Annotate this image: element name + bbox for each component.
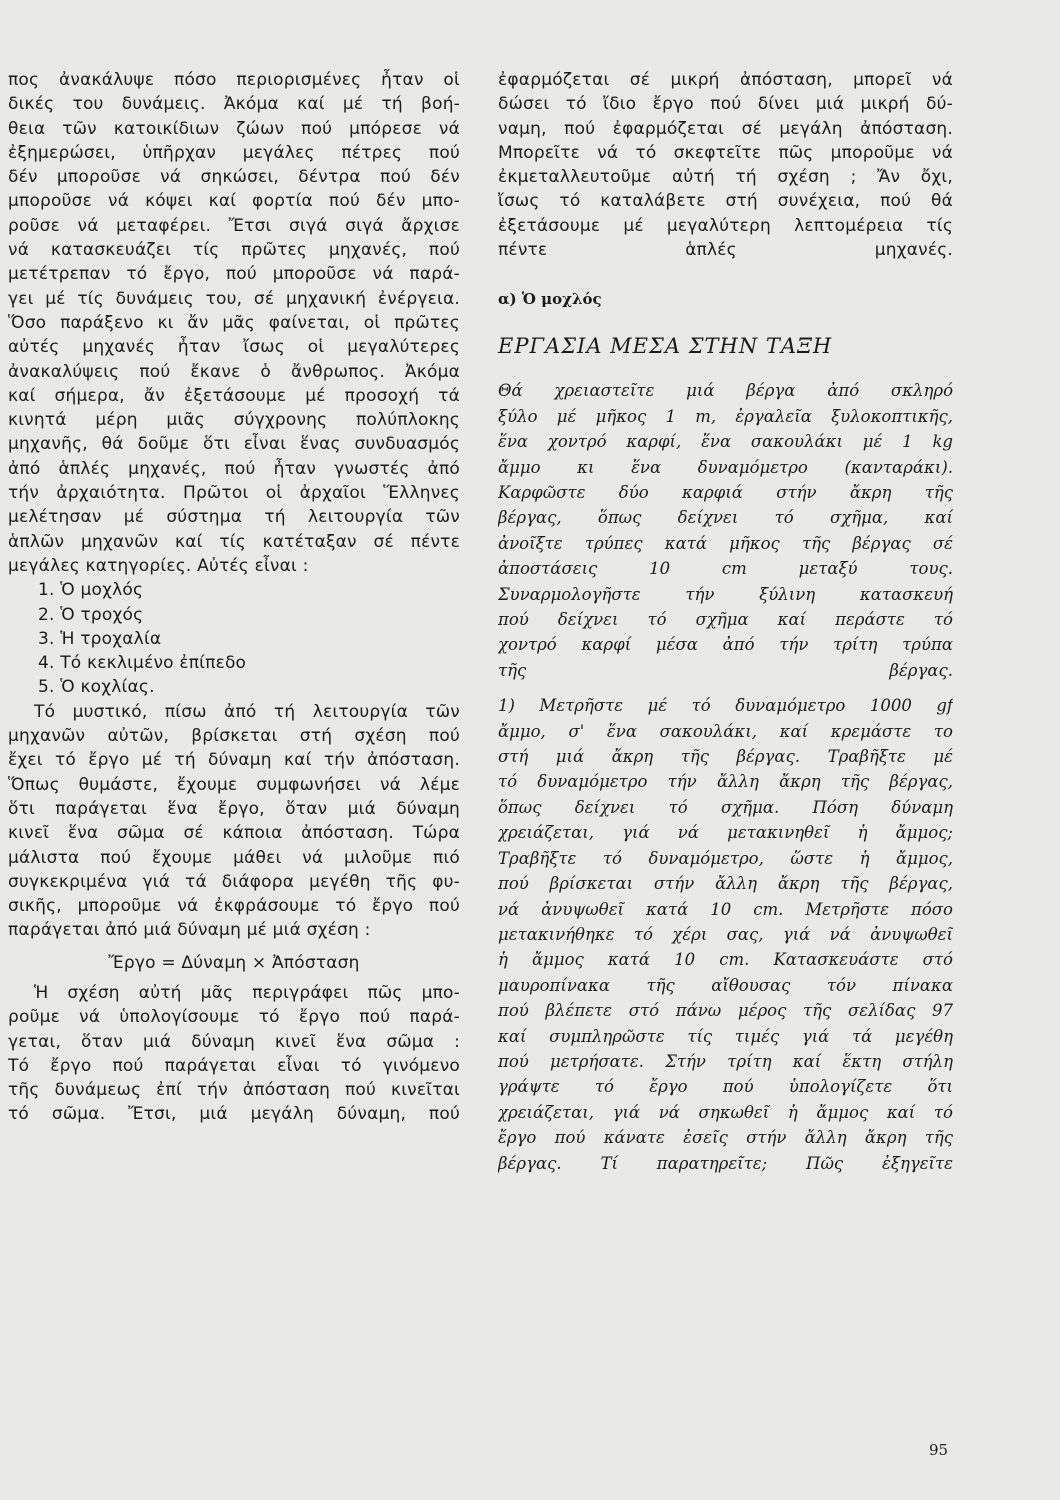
section-heading: ΕΡΓΑΣΙΑ ΜΕΣΑ ΣΤΗΝ ΤΑΞΗ <box>498 334 833 359</box>
text-line: ἔχει τό ἔργο μέ τή δύναμη καί τήν ἀπόσταση. <box>8 750 460 771</box>
instructions-paragraph-2 <box>498 693 956 1176</box>
instruction-line: Τραβῆξτε τό δυναμόμετρο, ὥστε ἡ ἄμμος, <box>498 848 953 868</box>
text-line: τῆς δυνάμεως ἐπί τήν ἀπόσταση πού κινεῖται <box>8 1080 460 1101</box>
left-paragraph-3 <box>8 981 460 1127</box>
instruction-line: ἕνα χοντρό καρφί, ἕνα σακουλάκι μέ 1 kg <box>498 432 953 452</box>
text-line: μελέτησαν μέ σύστημα τή λειτουργία τῶν <box>8 507 460 528</box>
instruction-line: 1) Μετρῆστε μέ τό δυναμόμετρο 1000 gf <box>498 696 953 716</box>
text-line: ναμη, πού ἐφαρμόζεται σέ μεγάλη ἀπόσταση. <box>498 118 953 139</box>
instruction-line: πού βρίσκεται στήν ἄλλη ἄκρη τῆς βέργας, <box>498 874 953 894</box>
text-line: πέντε ἁπλές μηχανές. <box>498 240 953 261</box>
text-line: Τό μυστικό, πίσω ἀπό τή λειτουργία τῶν <box>34 701 460 722</box>
text-line: ἐξετάσουμε μέ μεγαλύτερη λεπτομέρεια τίς <box>498 215 953 236</box>
instruction-line: Καρφῶστε δύο καρφιά στήν ἄκρη τῆς <box>498 483 953 502</box>
section-label: α) Ὁ μοχλός <box>498 290 602 309</box>
text-line: δικές του δυνάμεις. Ἀκόμα καί μέ τή βοή- <box>8 94 460 115</box>
text-line: πος ἀνακάλυψε πόσο περιορισμένες ἦταν οἱ <box>8 70 460 90</box>
instructions-paragraph-1 <box>498 378 956 683</box>
text-line: δέν μποροῦσε νά σηκώσει, δέντρα πού δέν <box>8 167 460 188</box>
text-line: συγκεκριμένα γιά τά διάφορα μεγέθη τῆς φυ- <box>8 871 460 892</box>
text-line: ροῦσε νά μεταφέρει. Ἔτσι σιγά σιγά ἄρχισε <box>8 215 460 236</box>
text-line: ἐκμεταλλευτοῦμε αὐτή τή σχέση ; Ἄν ὄχι, <box>498 167 953 188</box>
right-column <box>498 68 956 1176</box>
text-line: Τό ἔργο πού παράγεται εἶναι τό γινόμενο <box>8 1055 460 1076</box>
text-line: δώσει τό ἴδιο ἔργο πού δίνει μιά μικρή δύ- <box>498 94 953 115</box>
text-line: Ὅπως θυμάστε, ἔχουμε συμφωνήσει νά λέμε <box>8 774 460 795</box>
instruction-line: πού μετρήσατε. Στήν τρίτη καί ἕκτη στήλη <box>498 1051 953 1071</box>
instruction-line: γράψτε τό ἔργο πού ὑπολογίζετε ὅτι <box>498 1077 953 1097</box>
list-item: 1. Ὁ μοχλός <box>38 580 144 601</box>
text-line: ἴσως τό καταλάβετε στή συνέχεια, πού θά <box>498 191 953 212</box>
text-line: κινητά μέρη μιᾶς σύγχρονης πολύπλοκης <box>8 410 460 431</box>
list-item: 3. Ἡ τροχαλία <box>38 628 162 649</box>
text-line: μηχανῆς, θά δοῦμε ὅτι εἶναι ἕνας συνδυασμός <box>8 434 460 455</box>
list-item: 4. Τό κεκλιμένο ἐπίπεδο <box>38 653 247 674</box>
left-column <box>8 68 460 1127</box>
text-line: θεια τῶν κατοικίδιων ζώων πού μπόρεσε νά <box>8 118 460 139</box>
text-line: αὐτές μηχανές ἦταν ἴσως οἱ μεγαλύτερες <box>8 337 460 358</box>
instruction-line: βέργας, ὅπως δείχνει τό σχῆμα, καί <box>498 508 953 528</box>
instruction-line: ἄμμο κι ἕνα δυναμόμετρο (κανταράκι). <box>498 457 953 477</box>
instruction-line: νά ἀνυψωθεῖ κατά 10 cm. Μετρῆστε πόσο <box>498 899 953 919</box>
left-paragraph-1 <box>8 68 460 578</box>
list-item: 2. Ὁ τροχός <box>38 604 144 625</box>
instruction-line: χρειάζεται, γιά νά μετακινηθεῖ ἡ ἄμμος; <box>498 823 953 843</box>
instruction-line: μαυροπίνακα τῆς αἴθουσας τόν πίνακα <box>498 975 953 995</box>
instruction-line: πού δείχνει τό σχῆμα καί περάστε τό <box>498 610 953 630</box>
text-line: νά κατασκευάζει τίς πρῶτες μηχανές, πού <box>8 240 460 261</box>
instruction-line: μετακινήθηκε τό χέρι σας, γιά νά ἀνυψωθεῖ <box>498 924 953 944</box>
instruction-line: ἀνοῖξτε τρύπες κατά μῆκος τῆς βέργας σέ <box>498 533 953 553</box>
text-line: μποροῦσε νά κόψει καί φορτία πού δέν μπο- <box>8 191 460 212</box>
text-line: ἐξημερώσει, ὑπῆρχαν μεγάλες πέτρες πού <box>8 142 460 163</box>
instruction-line: στή μιά ἄκρη τῆς βέργας. Τραβῆξτε μέ <box>498 747 953 767</box>
page-number: 95 <box>929 1441 949 1459</box>
instruction-line: χοντρό καρφί μέσα ἀπό τήν τρίτη τρύπα <box>498 635 953 655</box>
text-line: ἐφαρμόζεται σέ μικρή ἀπόσταση, μπορεῖ νά <box>498 70 953 90</box>
text-line: ἁπλῶν μηχανῶν καί τίς κατέταξαν σέ πέντε <box>8 531 460 552</box>
instruction-line: ἄμμο, σ' ἕνα σακουλάκι, καί κρεμάστε το <box>498 721 953 741</box>
instruction-line: ξύλο μέ μῆκος 1 m, ἐργαλεῖα ξυλοκοπτικῆς, <box>498 406 953 426</box>
right-paragraph-1 <box>498 68 956 262</box>
instruction-line: Θά χρειαστεῖτε μιά βέργα ἀπό σκληρό <box>498 381 953 401</box>
work-formula: Ἔργο = Δύναμη × Ἀπόσταση <box>108 952 360 973</box>
text-line: καί σήμερα, ἄν ἐξετάσουμε μέ προσοχή τά <box>8 385 460 406</box>
instruction-line: πού βλέπετε στό πάνω μέρος τῆς σελίδας 97 <box>498 1001 953 1021</box>
instruction-line: ἀποστάσεις 10 cm μεταξύ τους. <box>498 559 953 579</box>
instruction-line: ὅπως δείχνει τό σχῆμα. Πόση δύναμη <box>498 797 953 817</box>
text-line: κινεῖ ἕνα σῶμα σέ κάποια ἀπόσταση. Τώρα <box>8 823 460 844</box>
instruction-line: τό δυναμόμετρο τήν ἄλλη ἄκρη τῆς βέργας, <box>498 772 953 792</box>
text-line: μάλιστα πού ἔχουμε μάθει νά μιλοῦμε πιό <box>8 847 460 868</box>
text-line: μηχανῶν αὐτῶν, βρίσκεται στή σχέση πού <box>8 726 460 747</box>
text-line: τό σῶμα. Ἔτσι, μιά μεγάλη δύναμη, πού <box>8 1104 460 1125</box>
instruction-line: ἡ ἄμμος κατά 10 cm. Κατασκευάστε στό <box>498 950 953 970</box>
left-paragraph-2 <box>8 700 460 943</box>
instruction-line: καί συμπληρῶστε τίς τιμές γιά τά μεγέθη <box>498 1026 953 1046</box>
instruction-line: χρειάζεται, γιά νά σηκωθεῖ ἡ ἄμμος καί τό <box>498 1102 953 1122</box>
instruction-line: τῆς βέργας. <box>498 660 953 680</box>
text-line: ροῦμε νά ὑπολογίσουμε τό ἔργο πού παρά- <box>8 1007 460 1028</box>
text-line: μεγάλες κατηγορίες. Αὐτές εἶναι : <box>8 555 309 576</box>
text-line: γει μέ τίς δυνάμεις του, σέ μηχανική ἐνέργεια. <box>8 288 460 309</box>
text-line: Ὅσο παράξενο κι ἄν μᾶς φαίνεται, οἱ πρῶτες <box>8 312 460 333</box>
text-line: σικῆς, μποροῦμε νά ἐκφράσουμε τό ἔργο πού <box>8 896 460 917</box>
text-line: παράγεται ἀπό μιά δύναμη μέ μιά σχέση : <box>8 920 371 941</box>
text-line: τήν ἀρχαιότητα. Πρῶτοι οἱ ἀρχαῖοι Ἕλληνες <box>8 483 460 504</box>
text-line: ἀπό ἁπλές μηχανές, πού ἦταν γνωστές ἀπό <box>8 458 460 479</box>
instruction-line: βέργας. Τί παρατηρεῖτε; Πῶς ἐξηγεῖτε <box>498 1153 953 1173</box>
instruction-line: Συναρμολογῆστε τήν ξύλινη κατασκευή <box>498 584 953 604</box>
text-line: ἀνακαλύψεις πού ἔκανε ὁ ἄνθρωπος. Ἀκόμα <box>8 361 460 382</box>
text-line: μετέτρεπαν τό ἔργο, πού μποροῦσε νά παρά- <box>8 264 460 285</box>
text-line: ὅτι παράγεται ἕνα ἔργο, ὅταν μιά δύναμη <box>8 798 460 819</box>
list-item: 5. Ὁ κοχλίας. <box>38 677 155 698</box>
text-line: γεται, ὅταν μιά δύναμη κινεῖ ἕνα σῶμα : <box>8 1031 460 1052</box>
machines-list <box>8 578 460 699</box>
text-line: Ἡ σχέση αὐτή μᾶς περιγράφει πῶς μπο- <box>34 982 460 1003</box>
text-line: Μπορεῖτε νά τό σκεφτεῖτε πῶς μποροῦμε νά <box>498 142 953 163</box>
instruction-line: ἔργο πού κάνατε ἐσεῖς στήν ἄλλη ἄκρη τῆς <box>498 1128 953 1148</box>
